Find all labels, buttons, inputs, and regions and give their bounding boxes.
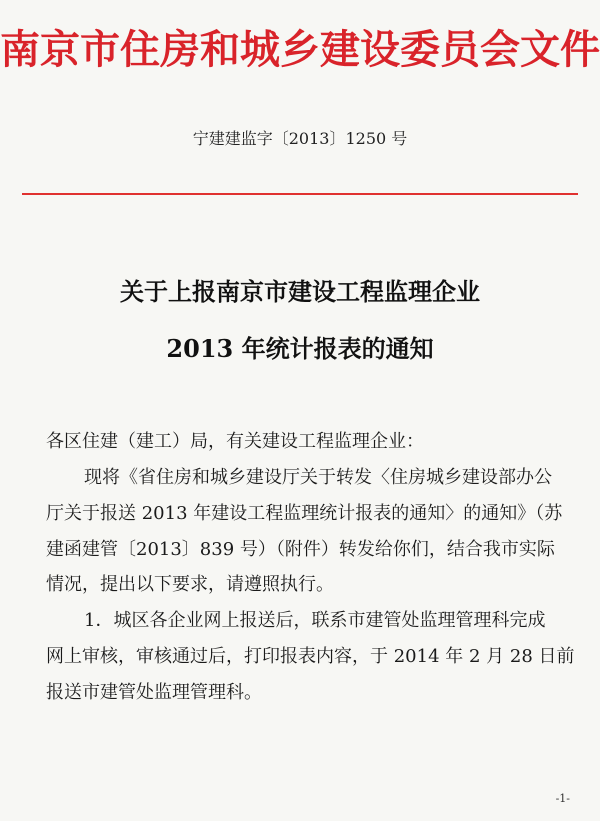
document-title-line-2: 2013 年统计报表的通知 [166,334,434,363]
salutation: 各区住建（建工）局，有关建设工程监理企业： [46,431,424,452]
document-title-line-1: 关于上报南京市建设工程监理企业 [120,277,480,306]
red-separator-line [22,193,578,195]
item1-line-3: 报送市建管处监理管理科。 [46,682,262,703]
item1-line-1: 1．城区各企业网上报送后，联系市建管处监理管理科完成 [84,610,546,631]
document-number: 宁建建监字〔2013〕1250 号 [192,129,408,148]
paragraph1-line-2: 厅关于报送 2013 年建设工程监理统计报表的通知〉的通知》（苏 [46,503,563,524]
issuer-heading: 南京市住房和城乡建设委员会文件 [0,27,600,73]
paragraph1-line-4: 情况，提出以下要求，请遵照执行。 [46,574,334,595]
paragraph1-line-3: 建函建管〔2013〕839 号）（附件）转发给你们，结合我市实际 [46,539,555,560]
page-number: -1- [555,792,570,805]
item1-line-2: 网上审核，审核通过后，打印报表内容，于 2014 年 2 月 28 日前 [46,646,575,667]
paragraph1-line-1: 现将《省住房和城乡建设厅关于转发〈住房城乡建设部办公 [84,467,552,488]
